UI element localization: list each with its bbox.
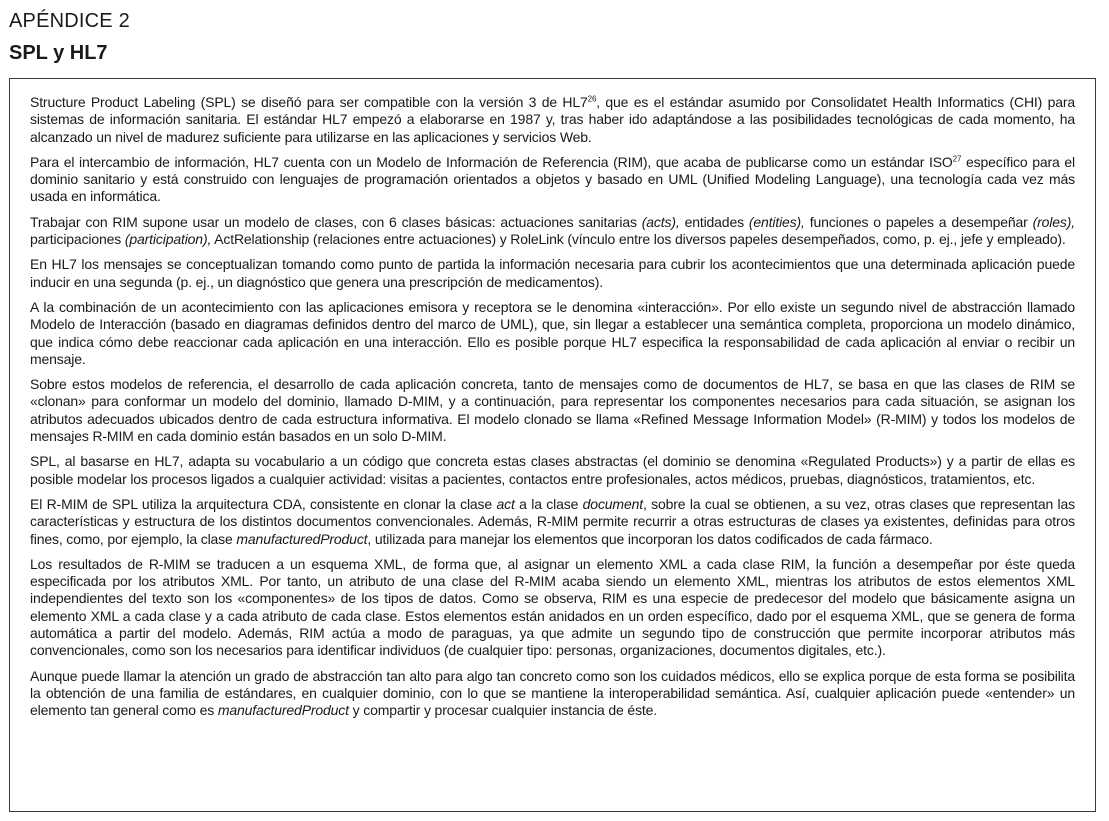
paragraph-6: Sobre estos modelos de referencia, el desarrollo de cada aplicación concreta, tanto de mensajes como de documentos de HL7, se basa en que las clases de RIM se «clonan» para conformar un modelo del dominio, llamado D-MIM, y a continuación, para representar los componentes necesarios para cada situación, se asignan los atributos adecuados ubicados dentro de cada estructura informativa. El modelo clonado se llama «Refined Message Information Model» (R-MIM) y todos los modelos de mensajes R-MIM en cada dominio están basados en un solo D-MIM. (30, 376, 1075, 445)
paragraph-text: participaciones (30, 231, 125, 248)
paragraph-text: Trabajar con RIM supone usar un modelo de clases, con 6 clases básicas: actuaciones sanitarias (30, 213, 642, 230)
paragraph-3 (30, 214, 1075, 249)
paragraph-text: , utilizada para manejar los elementos que incorporan los datos codificados de cada fármaco. (367, 530, 933, 547)
page-header (9, 8, 130, 66)
italic-term: (participation), (124, 231, 212, 248)
paragraph-1 (30, 94, 1075, 146)
paragraph-text: Para el intercambio de información, HL7 cuenta con un Modelo de Información de Referencia (RIM), que acaba de publicarse como un estándar ISO (30, 153, 953, 170)
italic-term: (entities), (748, 213, 805, 230)
paragraph-8 (30, 496, 1075, 548)
paragraph-5: A la combinación de un acontecimiento con las aplicaciones emisora y receptora se le denomina «interacción». Por ello existe un segundo nivel de abstracción llamado Modelo de Interacción (basado en diagramas definidos dentro del marco de UML), que, sin llegar a establecer una semántica completa, proporciona un modelo dinámico, que indica cómo debe reaccionar cada aplicación en una interacción. Ello es posible porque HL7 especifica la responsabilidad de cada aplicación al enviar o recibir un mensaje. (30, 298, 1075, 367)
text-box (9, 78, 1096, 812)
paragraph-text: funciones o papeles a desempeñar (804, 213, 1033, 230)
paragraph-text: Aunque puede llamar la atención un grado de abstracción tan alto para algo tan concreto como son los cuidados médicos, ello se explica porque de esta forma se posibilita la obtención de una familia de estándares, en cualquier dominio, con lo que se mantiene la interoperabilidad semántica. Así, cualquier aplicación puede «entender» un elemento tan general como es (30, 667, 1075, 719)
paragraph-text: , que es el estándar asumido por Consolidatet Health Informatics (CHI) para sistemas de información sanitaria. El estándar HL7 empezó a elaborarse en 1987 y, tras haber ido adaptándose a las posibilidades tecnológicas de cada momento, ha alcanzado un nivel de madurez suficiente para utilizarse en las aplicaciones y servicios Web. (30, 94, 1075, 145)
paragraph-text: y compartir y procesar cualquier instancia de éste. (348, 702, 658, 719)
paragraph-text: , sobre la cual se obtienen, a su vez, otras clases que representan las características y estructura de los distintos documentos convencionales. Además, R-MIM permite recurrir a otras estructuras de clases ya existentes, definidas para otros fines, como, por ejemplo, la clase (30, 495, 1075, 547)
paragraph-text: específico para el dominio sanitario y está construido con lenguajes de programación orientados a objetos y basado en UML (Unified Modeling Language), una tecnología cada vez más usada en informática. (30, 153, 1075, 205)
paragraph-7: SPL, al basarse en HL7, adapta su vocabulario a un código que concreta estas clases abstractas (el dominio se denomina «Regulated Products») y a partir de ellas es posible modelar los procesos ligados a cualquier actividad: visitas a pacientes, contactos entre profesionales, actos médicos, pruebas, diagnósticos, tratamientos, etc. (30, 453, 1075, 487)
italic-term: manufacturedProduct (217, 702, 349, 719)
italic-term: act (496, 495, 515, 512)
paragraph-text: El R-MIM de SPL utiliza la arquitectura CDA, consistente en clonar la clase (30, 495, 497, 512)
paragraph-4: En HL7 los mensajes se conceptualizan tomando como punto de partida la información necesaria para cubrir los acontecimientos que una determinada aplicación puede inducir en una segunda (p. ej., un diagnóstico que genera una prescripción de medicamentos). (30, 256, 1075, 290)
italic-term: manufacturedProduct (236, 530, 368, 547)
appendix-label: APÉNDICE 2 (9, 10, 130, 32)
paragraph-10 (30, 668, 1075, 720)
paragraph-text: ActRelationship (relaciones entre actuaciones) y RoleLink (vínculo entre los diversos papeles desempeñados, como, p. ej., jefe y empleado). (211, 231, 1066, 248)
paragraph-text: entidades (679, 213, 749, 230)
italic-term: (roles), (1032, 213, 1075, 230)
paragraph-9: Los resultados de R-MIM se traducen a un esquema XML, de forma que, al asignar un elemento XML a cada clase RIM, la función a desempeñar por éste queda especificada por los atributos XML. Por tanto, un atributo de una clase del R-MIM acaba siendo un elemento XML, mientras los atributos de estos elementos XML independientes del texto son los «componentes» de los tipos de datos. Como se observa, RIM es una especie de predecesor del modelo que básicamente asigna un elemento XML a cada clase y a cada atributo de cada clase. Estos elementos están anidados en un orden específico, dado por el esquema XML, que se genera de forma automática a partir del modelo. Además, RIM actúa a modo de paraguas, ya que admite un segundo tipo de construcción que permite incorporar atributos más convencionales, como son los necesarios para identificar individuos (de cualquier tipo: personas, organizaciones, documentos digitales, etc.). (30, 555, 1075, 659)
footnote-ref: 26 (587, 94, 597, 104)
footnote-ref: 27 (952, 154, 962, 164)
paragraph-text: Structure Product Labeling (SPL) se diseñó para ser compatible con la versión 3 de HL7 (30, 94, 588, 110)
italic-term: document (582, 495, 643, 512)
section-title: SPL y HL7 (9, 42, 108, 64)
paragraph-2 (30, 154, 1075, 206)
paragraph-text: a la clase (514, 495, 583, 512)
italic-term: (acts), (641, 213, 680, 230)
